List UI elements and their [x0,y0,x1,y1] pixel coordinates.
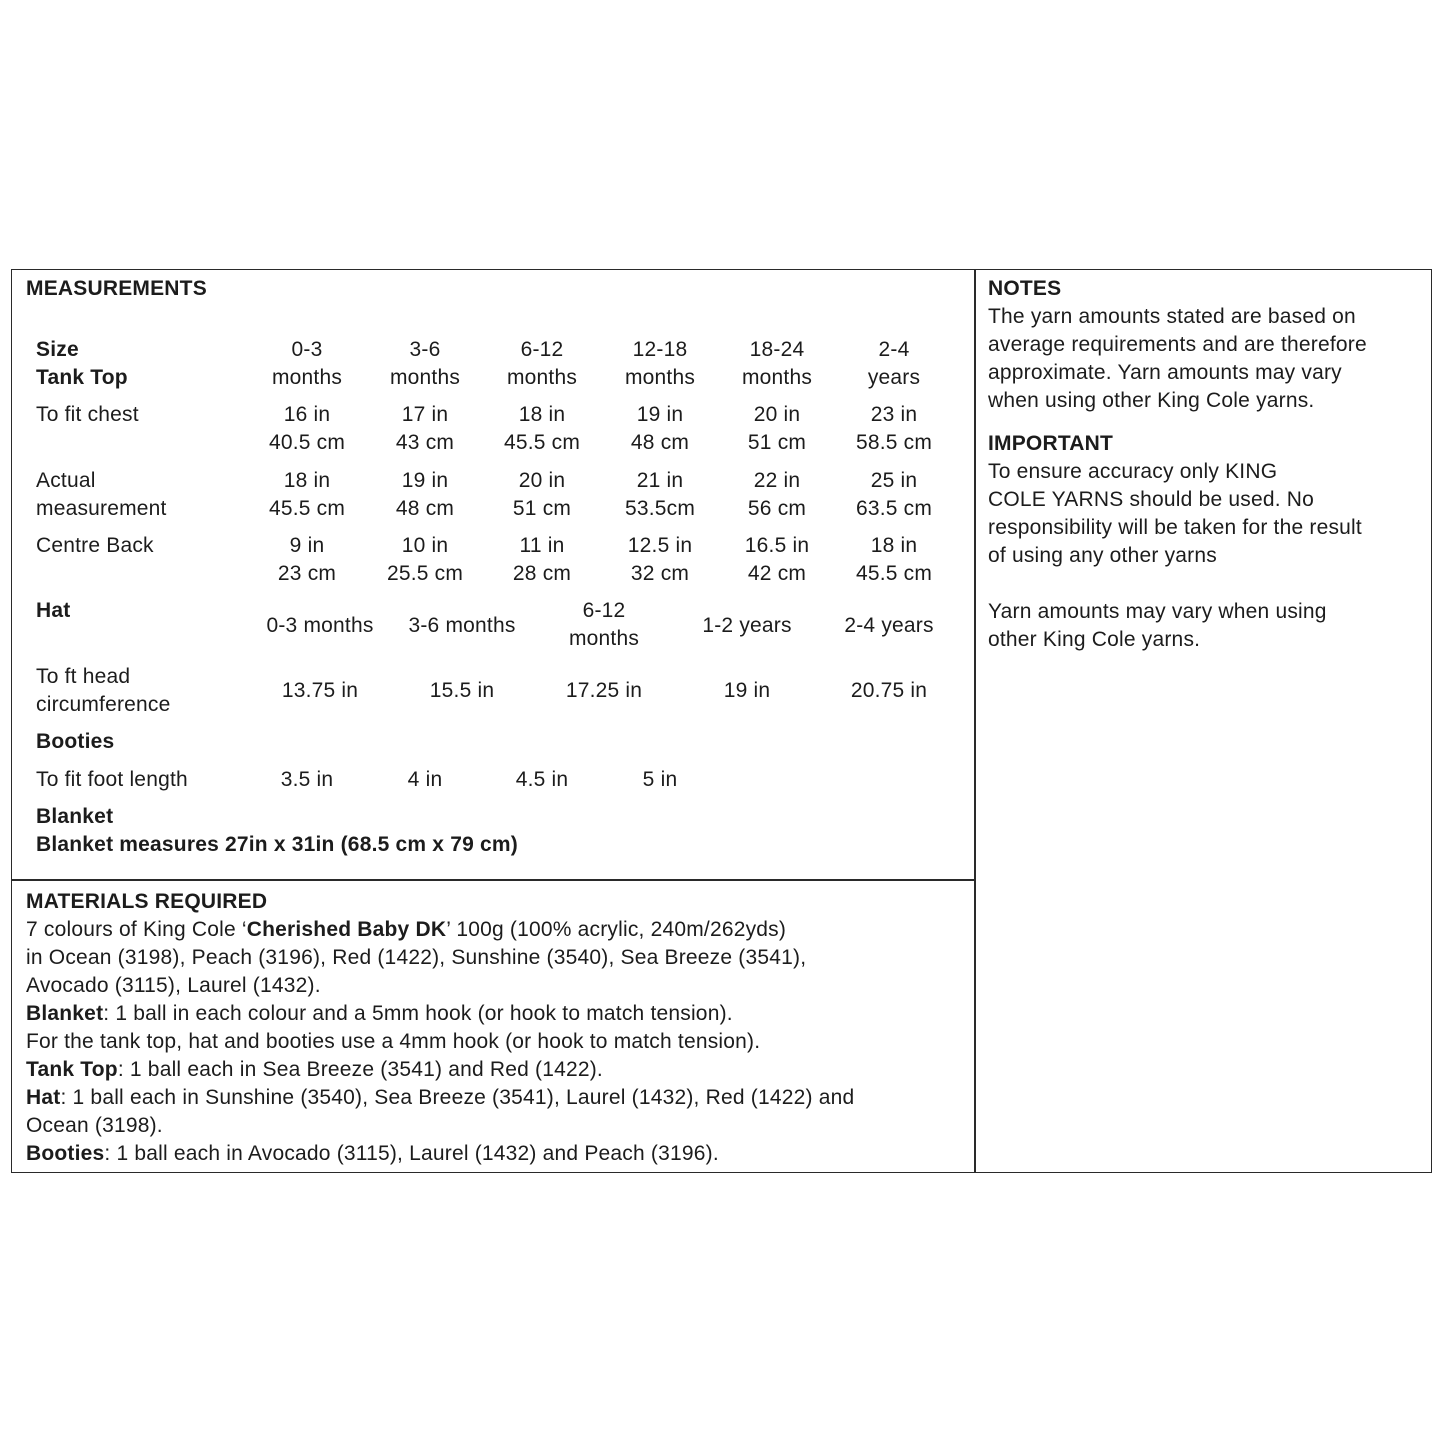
yarn-name: Cherished Baby DK [246,918,447,941]
size-col-5: 18-24 [749,338,805,361]
cb-cm-6: 45.5 cm [855,562,933,585]
measurements-heading: MEASUREMENTS [26,277,207,300]
head-circ-label: To ft head [36,665,131,688]
chest-cm-6: 58.5 cm [855,431,933,454]
hat-label: Hat [36,599,71,622]
cb-cm-3: 28 cm [512,562,572,585]
actual-cm-6: 63.5 cm [855,497,933,520]
important-line-3: responsibility will be taken for the result [988,516,1362,539]
chest-in-2: 17 in [401,403,449,426]
foot-length-4: 5 in [642,768,678,791]
chest-in-1: 16 in [283,403,331,426]
chest-cm-5: 51 cm [747,431,807,454]
materials-heading: MATERIALS REQUIRED [26,890,268,913]
actual-in-1: 18 in [283,469,331,492]
important-line-2: COLE YARNS should be used. No [988,488,1315,511]
cb-in-5: 16.5 in [744,534,810,557]
tank-top-label: Tank Top [36,366,128,389]
cb-in-3: 11 in [519,534,565,557]
section-divider [11,879,975,881]
materials-section [26,888,854,1168]
materials-hat-label: Hat [26,1086,61,1109]
notes-extra-line-2: other King Cole yarns. [988,628,1201,651]
actual-in-4: 21 in [636,469,684,492]
hat-size-5: 2-4 years [844,614,934,637]
actual-label: Actual [36,469,96,492]
materials-booties-label: Booties [26,1142,105,1165]
materials-line-3: Avocado (3115), Laurel (1432). [26,974,321,997]
chest-in-6: 23 in [870,403,918,426]
actual-cm-2: 48 cm [395,497,455,520]
chest-in-3: 18 in [518,403,566,426]
foot-length-3: 4.5 in [515,768,569,791]
cb-in-2: 10 in [401,534,449,557]
actual-label-2: measurement [36,497,167,520]
actual-in-3: 20 in [518,469,566,492]
chest-cm-2: 43 cm [395,431,455,454]
materials-hat-text: : 1 ball each in Sunshine (3540), Sea Breeze (3541), Laurel (1432), Red (1422) and [60,1086,855,1109]
important-line-4: of using any other yarns [988,544,1217,567]
size-col-6: 2-4 [878,338,910,361]
actual-cm-1: 45.5 cm [268,497,346,520]
chest-in-4: 19 in [636,403,684,426]
head-circ-5: 20.75 in [850,679,928,702]
cb-cm-4: 32 cm [630,562,690,585]
materials-tank-top [26,1056,854,1084]
cb-in-6: 18 in [870,534,918,557]
chest-label: To fit chest [36,403,139,426]
hat-size-2: 3-6 months [408,614,516,637]
materials-blanket [26,1000,854,1028]
size-col-4: 12-18 [632,338,688,361]
cb-cm-2: 25.5 cm [386,562,464,585]
actual-cm-4: 53.5cm [624,497,696,520]
size-col-3-unit: months [506,366,578,389]
hat-size-3: 6-12 [582,599,626,622]
important-line-1: To ensure accuracy only KING [988,460,1278,483]
materials-line-1 [26,916,854,944]
materials-booties-text: : 1 ball each in Avocado (3115), Laurel (1432) and Peach (3196). [104,1142,719,1165]
size-col-3: 6-12 [520,338,564,361]
cb-cm-1: 23 cm [277,562,337,585]
head-circ-2: 15.5 in [429,679,495,702]
materials-tank-label: Tank Top [26,1058,118,1081]
booties-label: Booties [36,730,115,753]
notes-heading: NOTES [988,277,1062,300]
size-col-1: 0-3 [291,338,323,361]
chest-cm-4: 48 cm [630,431,690,454]
column-divider [974,269,976,1173]
notes-line-4: when using other King Cole yarns. [988,389,1315,412]
foot-length-2: 4 in [407,768,443,791]
size-col-2-unit: months [389,366,461,389]
actual-cm-5: 56 cm [747,497,807,520]
actual-in-6: 25 in [870,469,918,492]
actual-cm-3: 51 cm [512,497,572,520]
size-col-6-unit: years [867,366,921,389]
materials-tank-text: : 1 ball each in Sea Breeze (3541) and Red (1422). [117,1058,603,1081]
chest-cm-3: 45.5 cm [503,431,581,454]
notes-line-1: The yarn amounts stated are based on [988,305,1356,328]
actual-in-5: 22 in [753,469,801,492]
hat-size-1: 0-3 months [266,614,374,637]
head-circ-label-2: circumference [36,693,171,716]
notes-section [988,275,1367,654]
cb-in-4: 12.5 in [627,534,693,557]
size-col-5-unit: months [741,366,813,389]
cb-cm-5: 42 cm [747,562,807,585]
hat-size-3-unit: months [568,627,640,650]
notes-extra-line-1: Yarn amounts may vary when using [988,600,1327,623]
materials-line-2: in Ocean (3198), Peach (3196), Red (1422), Sunshine (3540), Sea Breeze (3541), [26,946,807,969]
size-col-2: 3-6 [409,338,441,361]
materials-line-5: For the tank top, hat and booties use a 4mm hook (or hook to match tension). [26,1030,761,1053]
size-label: Size [36,338,79,361]
materials-l1-pre: 7 colours of King Cole ‘ [26,918,247,941]
size-col-4-unit: months [624,366,696,389]
materials-hat-2: Ocean (3198). [26,1114,163,1137]
important-heading: IMPORTANT [988,432,1114,455]
blanket-label: Blanket [36,805,114,828]
actual-in-2: 19 in [401,469,449,492]
head-circ-1: 13.75 in [281,679,359,702]
materials-blanket-label: Blanket [26,1002,104,1025]
head-circ-4: 19 in [723,679,771,702]
head-circ-3: 17.25 in [565,679,643,702]
chest-in-5: 20 in [753,403,801,426]
cb-in-1: 9 in [289,534,325,557]
foot-length-label: To fit foot length [36,768,188,791]
materials-l1-post: ’ 100g (100% acrylic, 240m/262yds) [446,918,787,941]
size-col-1-unit: months [271,366,343,389]
hat-size-4: 1-2 years [702,614,792,637]
materials-blanket-text: : 1 ball in each colour and a 5mm hook (or hook to match tension). [103,1002,733,1025]
notes-line-2: average requirements and are therefore [988,333,1367,356]
blanket-size: Blanket measures 27in x 31in (68.5 cm x 79 cm) [36,833,518,856]
foot-length-1: 3.5 in [280,768,334,791]
centre-back-label: Centre Back [36,534,154,557]
materials-booties [26,1140,854,1168]
notes-line-3: approximate. Yarn amounts may vary [988,361,1342,384]
materials-hat [26,1084,854,1112]
chest-cm-1: 40.5 cm [268,431,346,454]
